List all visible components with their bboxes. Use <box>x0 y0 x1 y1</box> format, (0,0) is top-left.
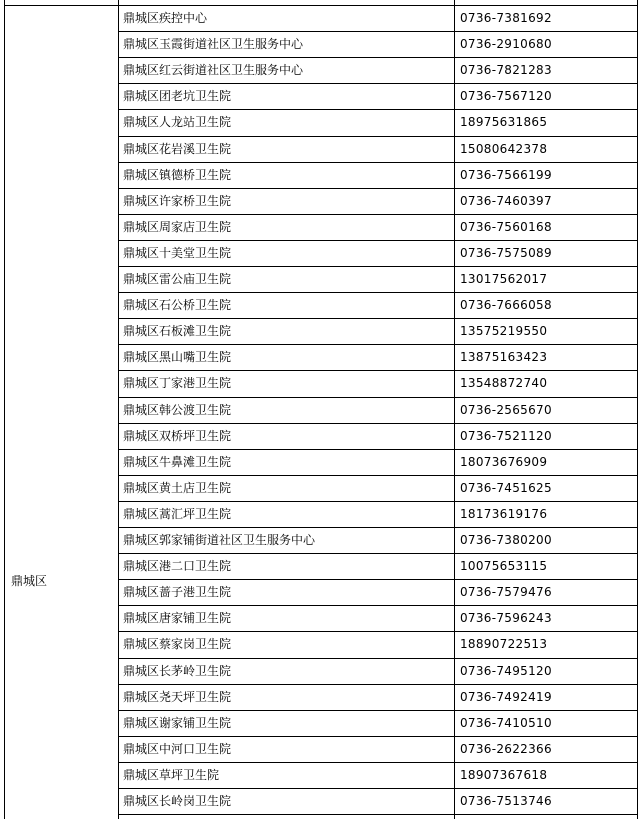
row-divider <box>118 814 637 815</box>
row-divider <box>118 57 637 58</box>
phone-number-cell: 13575219550 <box>460 324 548 339</box>
hospital-name-cell: 鼎城区红云街道社区卫生服务中心 <box>123 63 304 78</box>
phone-number-cell: 0736-7579476 <box>460 585 552 600</box>
phone-number-cell: 18975631865 <box>460 115 548 130</box>
hospital-name-cell: 鼎城区人龙站卫生院 <box>123 115 232 130</box>
row-divider <box>118 214 637 215</box>
phone-number-cell: 0736-7380200 <box>460 533 552 547</box>
hospital-name-cell: 鼎城区韩公渡卫生院 <box>123 402 232 417</box>
phone-number-cell: 18890722513 <box>460 637 548 652</box>
row-divider <box>118 475 637 476</box>
row-divider <box>118 136 637 137</box>
phone-number-cell: 0736-7513746 <box>460 794 552 808</box>
phone-number-cell: 0736-7492419 <box>460 689 552 704</box>
hospital-name-cell: 鼎城区许家桥卫生院 <box>123 193 232 208</box>
phone-number-cell: 0736-7460397 <box>460 193 552 208</box>
district-cell: 鼎城区 <box>11 574 48 588</box>
row-divider <box>118 658 637 659</box>
hospital-name-cell: 鼎城区中河口卫生院 <box>123 741 232 756</box>
row-divider <box>118 188 637 189</box>
phone-number-cell: 0736-7575089 <box>460 245 552 260</box>
hospital-name-cell: 鼎城区丁家港卫生院 <box>123 376 232 391</box>
phone-number-cell: 18073676909 <box>460 454 548 469</box>
hospital-name-cell: 鼎城区石板滩卫生院 <box>123 324 232 339</box>
phone-number-cell: 0736-7521120 <box>460 428 552 443</box>
hospital-name-cell: 鼎城区谢家铺卫生院 <box>123 715 232 730</box>
hospital-name-cell: 鼎城区港二口卫生院 <box>123 559 232 574</box>
row-divider <box>118 631 637 632</box>
hospital-name-cell: 鼎城区黄土店卫生院 <box>123 480 232 495</box>
row-divider <box>118 162 637 163</box>
phone-number-cell: 0736-2910680 <box>460 37 552 52</box>
hospital-name-cell: 鼎城区蔷子港卫生院 <box>123 585 232 600</box>
hospital-name-cell: 鼎城区花岩溪卫生院 <box>123 141 232 156</box>
phone-number-cell: 0736-7451625 <box>460 480 552 495</box>
row-divider <box>118 579 637 580</box>
row-divider <box>118 736 637 737</box>
hospital-name-cell: 鼎城区十美堂卫生院 <box>123 245 232 260</box>
phone-number-cell: 0736-7560168 <box>460 219 552 234</box>
phone-number-cell: 0736-7821283 <box>460 63 552 78</box>
row-divider <box>118 762 637 763</box>
hospital-name-cell: 鼎城区黑山嘴卫生院 <box>123 350 232 365</box>
phone-number-cell: 0736-7596243 <box>460 611 552 626</box>
hospital-name-cell: 鼎城区牛鼻滩卫生院 <box>123 454 232 469</box>
phone-number-cell: 0736-7566199 <box>460 167 552 182</box>
row-divider <box>118 83 637 84</box>
hospital-name-cell: 鼎城区郭家铺街道社区卫生服务中心 <box>123 533 316 547</box>
phone-number-cell: 0736-2622366 <box>460 741 552 756</box>
row-divider <box>118 501 637 502</box>
row-divider <box>118 684 637 685</box>
row-divider <box>118 788 637 789</box>
row-divider <box>118 31 637 32</box>
row-divider <box>118 370 637 371</box>
phone-number-cell: 18907367618 <box>460 767 548 782</box>
row-divider <box>118 266 637 267</box>
hospital-name-cell: 鼎城区双桥坪卫生院 <box>123 428 232 443</box>
hospital-name-cell: 鼎城区疾控中心 <box>123 11 208 25</box>
phone-number-cell: 0736-7495120 <box>460 663 552 678</box>
row-divider <box>118 605 637 606</box>
row-divider <box>118 344 637 345</box>
phone-number-cell: 13548872740 <box>460 376 548 391</box>
row-divider <box>118 397 637 398</box>
hospital-name-cell: 鼎城区唐家铺卫生院 <box>123 611 232 626</box>
row-divider <box>118 527 637 528</box>
hospital-name-cell: 鼎城区草坪卫生院 <box>123 767 220 782</box>
row-divider <box>118 449 637 450</box>
phone-number-cell: 10075653115 <box>460 559 548 574</box>
hospital-name-cell: 鼎城区尧天坪卫生院 <box>123 689 232 704</box>
hospital-name-cell: 鼎城区石公桥卫生院 <box>123 298 232 313</box>
row-divider <box>118 240 637 241</box>
phone-number-cell: 18173619176 <box>460 506 548 521</box>
column-divider-phone <box>454 0 455 819</box>
row-divider <box>118 109 637 110</box>
phone-number-cell: 0736-7567120 <box>460 89 552 104</box>
hospital-contact-table <box>4 0 638 819</box>
phone-number-cell: 13017562017 <box>460 272 548 286</box>
hospital-name-cell: 鼎城区长岭岗卫生院 <box>123 794 232 808</box>
phone-number-cell: 0736-7410510 <box>460 715 552 730</box>
row-divider <box>118 423 637 424</box>
row-divider <box>118 553 637 554</box>
hospital-name-cell: 鼎城区长茅岭卫生院 <box>123 663 232 678</box>
hospital-name-cell: 鼎城区团老坑卫生院 <box>123 89 232 104</box>
hospital-name-cell: 鼎城区玉霞街道社区卫生服务中心 <box>123 37 304 52</box>
hospital-name-cell: 鼎城区雷公庙卫生院 <box>123 272 232 286</box>
row-divider <box>118 292 637 293</box>
row-divider <box>118 710 637 711</box>
phone-number-cell: 13875163423 <box>460 350 548 365</box>
hospital-name-cell: 鼎城区蔡家岗卫生院 <box>123 637 232 652</box>
phone-number-cell: 0736-7666058 <box>460 298 552 313</box>
row-divider <box>118 318 637 319</box>
hospital-name-cell: 鼎城区镇德桥卫生院 <box>123 167 232 182</box>
hospital-name-cell: 鼎城区蒿汇坪卫生院 <box>123 506 232 521</box>
phone-number-cell: 15080642378 <box>460 141 548 156</box>
column-divider-district <box>118 0 119 819</box>
hospital-name-cell: 鼎城区周家店卫生院 <box>123 219 232 234</box>
phone-number-cell: 0736-7381692 <box>460 11 552 25</box>
phone-number-cell: 0736-2565670 <box>460 402 552 417</box>
table-top-border <box>5 5 637 6</box>
